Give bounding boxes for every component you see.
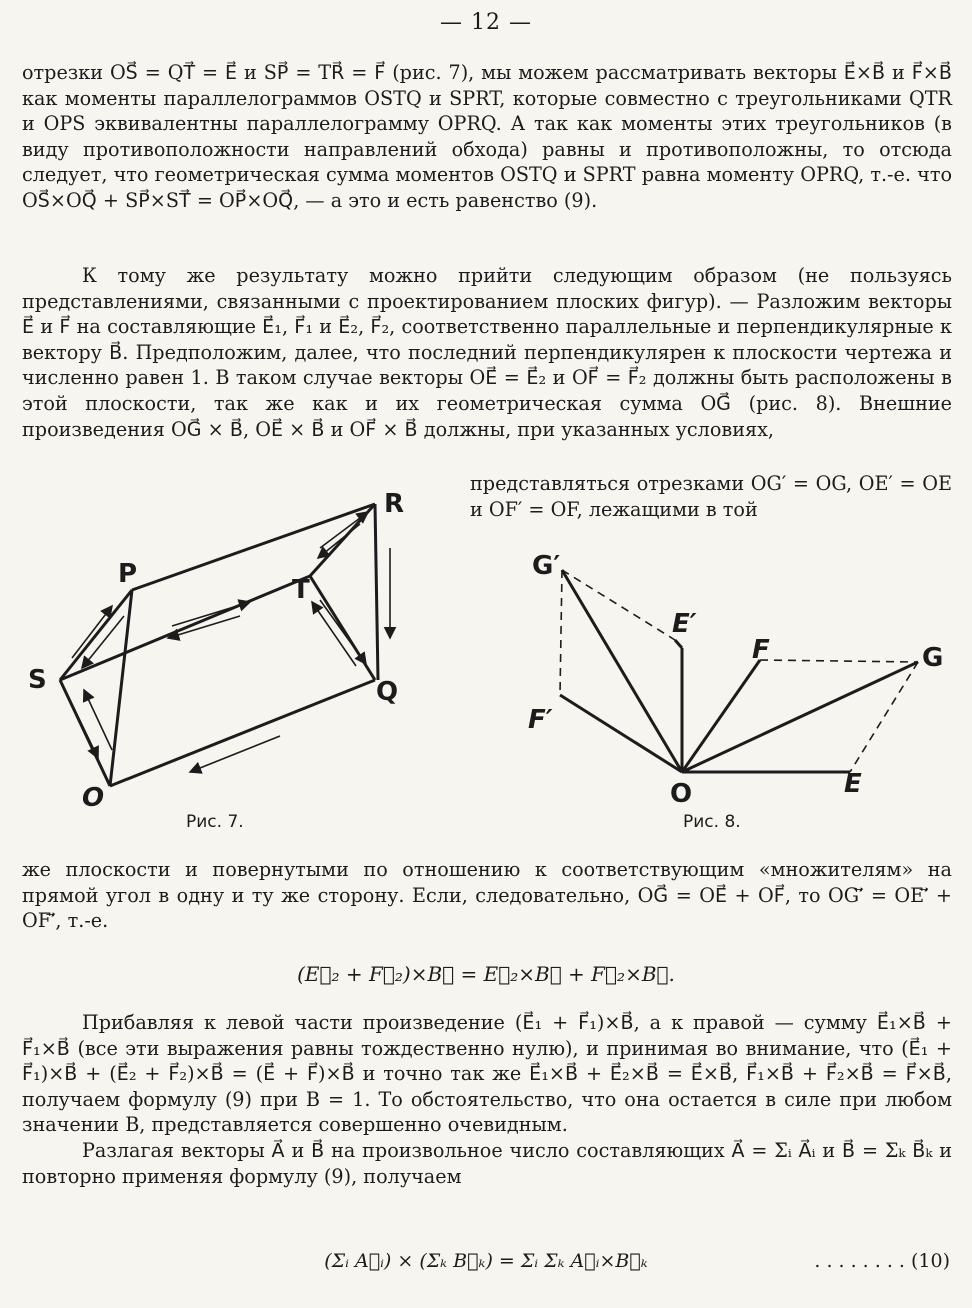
formula-1: (E⃗₂ + F⃗₂)×B⃗ = E⃗₂×B⃗ + F⃗₂×B⃗. <box>297 962 675 986</box>
fig7-edge-RQ <box>375 504 378 680</box>
fig7-edge-ST <box>60 576 310 680</box>
fig7-edge-OS <box>60 680 110 786</box>
page-number: — 12 — <box>440 10 532 35</box>
paragraph-5-text: Разлагая векторы A⃗ и B⃗ на произвольное число составляющих A⃗ = Σᵢ A⃗ᵢ и B⃗ = Σₖ B⃗ₖ и повторно применяя формулу (9), получаем <box>22 1138 952 1188</box>
fig8-label-E: E <box>844 769 862 799</box>
fig7-arrow-3 <box>72 606 112 658</box>
fig7-arrow-6 <box>172 602 250 626</box>
fig8-label-E-prime: E′ <box>672 609 697 639</box>
fig8-edge-OG <box>682 662 918 772</box>
fig8-label-G-prime: G′ <box>532 551 561 581</box>
paragraph-2 <box>22 263 952 442</box>
formula-10-body: (Σᵢ A⃗ᵢ) × (Σₖ B⃗ₖ) = Σᵢ Σₖ A⃗ᵢ×B⃗ₖ <box>324 1250 648 1272</box>
fig7-arrow-2 <box>68 696 98 758</box>
paragraph-2-tail: представляться отрезками OG′ = OG, OE′ = OE и OF′ = OF, лежащими в той <box>470 472 952 521</box>
figure-7 <box>20 488 450 808</box>
figure-8 <box>520 550 960 810</box>
formula-10 <box>0 1250 972 1272</box>
paragraph-4 <box>22 1010 952 1189</box>
fig7-label-O: O <box>82 783 105 808</box>
paragraph-4-text: Прибавляя к левой части произведение (E⃗₁ + F⃗₁)×B⃗, а к правой — сумму E⃗₁×B⃗ + F⃗₁×B⃗ (все эти выражения равны тождественно нулю), и принимая во внимание, что (E⃗₁ + F⃗₁)×B⃗ + (E⃗₂ + F⃗₂)×B⃗ = (E⃗ + F⃗)×B⃗ и точно так же E⃗₁×B⃗ + E⃗₂×B⃗ = E⃗×B⃗, F⃗₁×B⃗ + F⃗₂×B⃗ = F⃗×B⃗, получаем формулу (9) при B = 1. То обстоятельство, что она остается в силе при любом значении B, представляется совершенно очевидным. <box>22 1011 952 1137</box>
paragraph-1 <box>22 60 952 214</box>
fig8-dash-G1F1 <box>560 570 562 695</box>
fig7-arrow-9 <box>320 600 366 664</box>
fig8-edge-OG1 <box>562 570 682 772</box>
fig7-arrow-12 <box>190 736 280 772</box>
fig8-label-F: F <box>752 635 770 665</box>
fig7-edge-OQ <box>110 680 375 786</box>
paragraph-3-text: же плоскости и повернутыми по отношению к соответствующим «множителям» на прямой угол в одну и ту же сторону. Если, следовательно, OG⃗ = OE⃗ + OF⃗, то OG′⃗ = OE′⃗ + OF′⃗, т.-е. <box>22 858 952 933</box>
fig7-edge-PR <box>132 504 375 590</box>
fig7-label-S: S <box>28 665 47 695</box>
fig8-label-G: G <box>922 643 944 673</box>
fig8-edge-OF1 <box>560 695 682 772</box>
figure-8-caption: Рис. 8. <box>683 812 741 832</box>
paragraph-2-text: К тому же результату можно прийти следующим образом (не пользуясь представлениями, связанными с проектированием плоских фигур). — Разложим векторы E⃗ и F⃗ на составляющие E⃗₁, F⃗₁ и E⃗₂, F⃗₂, соответственно параллельные и перпендикулярные к вектору B⃗. Предположим, далее, что последний перпендикулярен к плоскости чертежа и численно равен 1. В таком случае векторы OE⃗ = E⃗₂ и OF⃗ = F⃗₂ должны быть расположены в этой плоскости, так же как и их геометрическая сумма OG⃗ (рис. 8). Внешние произведения OG⃗ × B⃗, OE⃗ × B⃗ и OF⃗ × B⃗ должны, при указанных условиях, <box>22 264 952 441</box>
fig8-edge-E1-stub <box>675 640 682 648</box>
fig8-label-F-prime: F′ <box>528 705 553 735</box>
fig7-arrow-4 <box>82 616 124 668</box>
fig7-arrow-7 <box>320 512 368 548</box>
formula-10-number: . . . . . . . . (10) <box>814 1250 950 1272</box>
fig7-arrow-8 <box>318 524 360 558</box>
fig7-label-R: R <box>384 489 405 519</box>
paragraph-1-text: отрезки OS⃗ = QT⃗ = E⃗ и SP⃗ = TR⃗ = F⃗ (рис. 7), мы можем рассматривать векторы E⃗×B⃗ и F⃗×B⃗ как моменты параллелограммов OSTQ и SPRT, которые совместно с треугольниками QTR и OPS эквивалентны параллелограмму OPRQ. А так как моменты этих треугольников (в виду противоположности направлений обхода) равны и противоположны, то отсюда следует, что геометрическая сумма моментов OSTQ и SPRT равна моменту OPRQ, т.-е. что OS⃗×OQ⃗ + SP⃗×ST⃗ = OP⃗×OQ⃗, — а это и есть равенство (9). <box>22 61 952 212</box>
fig7-label-Q: Q <box>376 677 399 707</box>
fig8-dash-G1E1 <box>562 570 675 640</box>
fig8-dash-FG <box>760 660 918 662</box>
figure-7-caption: Рис. 7. <box>186 812 244 832</box>
fig7-label-T: T <box>292 575 310 605</box>
fig7-label-P: P <box>118 559 138 589</box>
fig8-label-O: O <box>670 779 693 809</box>
paragraph-3 <box>22 857 952 934</box>
fig7-edge-TQ <box>310 576 375 680</box>
